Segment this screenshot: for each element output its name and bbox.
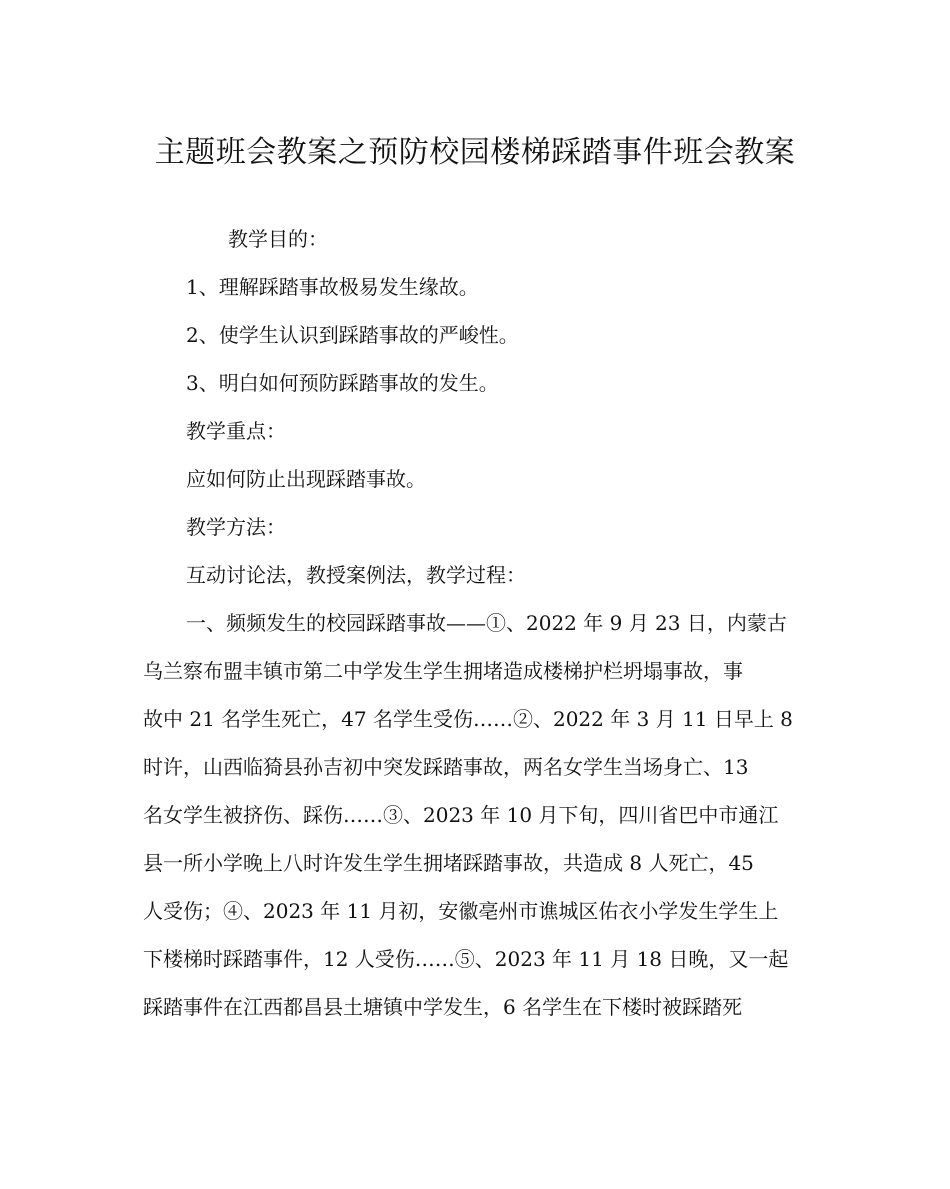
key-point-heading: 教学重点：	[186, 419, 286, 443]
objectives-heading: 教学目的：	[228, 227, 328, 251]
key-point-text: 应如何防止出现踩踏事故。	[186, 467, 426, 491]
section1-line-9: 踩踏事件在江西都昌县土塘镇中学发生，6 名学生在下楼时被踩踏死	[143, 995, 743, 1019]
document-title: 主题班会教案之预防校园楼梯踩踏事件班会教案	[154, 135, 796, 170]
objective-item-3: 3、明白如何预防踩踏事故的发生。	[186, 371, 499, 395]
section1-line-5: 名女学生被挤伤、踩伤……③、2023 年 10 月下旬，四川省巴中市通江	[143, 803, 779, 827]
section1-line-7: 人受伤；④、2023 年 11 月初，安徽亳州市谯城区佑衣小学发生学生上	[143, 899, 779, 923]
section1-line-6: 县一所小学晚上八时许发生学生拥堵踩踏事故，共造成 8 人死亡，45	[143, 851, 754, 875]
section1-line-4: 时许，山西临猗县孙吉初中突发踩踏事故，两名女学生当场身亡、13	[143, 755, 749, 779]
section1-line-2: 乌兰察布盟丰镇市第二中学发生学生拥堵造成楼梯护栏坍塌事故，事	[143, 659, 743, 683]
objective-item-2: 2、使学生认识到踩踏事故的严峻性。	[186, 323, 519, 347]
section1-line-3: 故中 21 名学生死亡，47 名学生受伤……②、2022 年 3 月 11 日早上 8	[143, 707, 793, 731]
objective-item-1: 1、理解踩踏事故极易发生缘故。	[186, 275, 479, 299]
method-text: 互动讨论法，教授案例法，教学过程：	[186, 563, 526, 587]
method-heading: 教学方法：	[186, 515, 286, 539]
section1-line-8: 下楼梯时踩踏事件，12 人受伤……⑤、2023 年 11 月 18 日晚，又一起	[143, 947, 789, 971]
section1-line-1: 一、频频发生的校园踩踏事故——①、2022 年 9 月 23 日，内蒙古	[186, 611, 787, 635]
